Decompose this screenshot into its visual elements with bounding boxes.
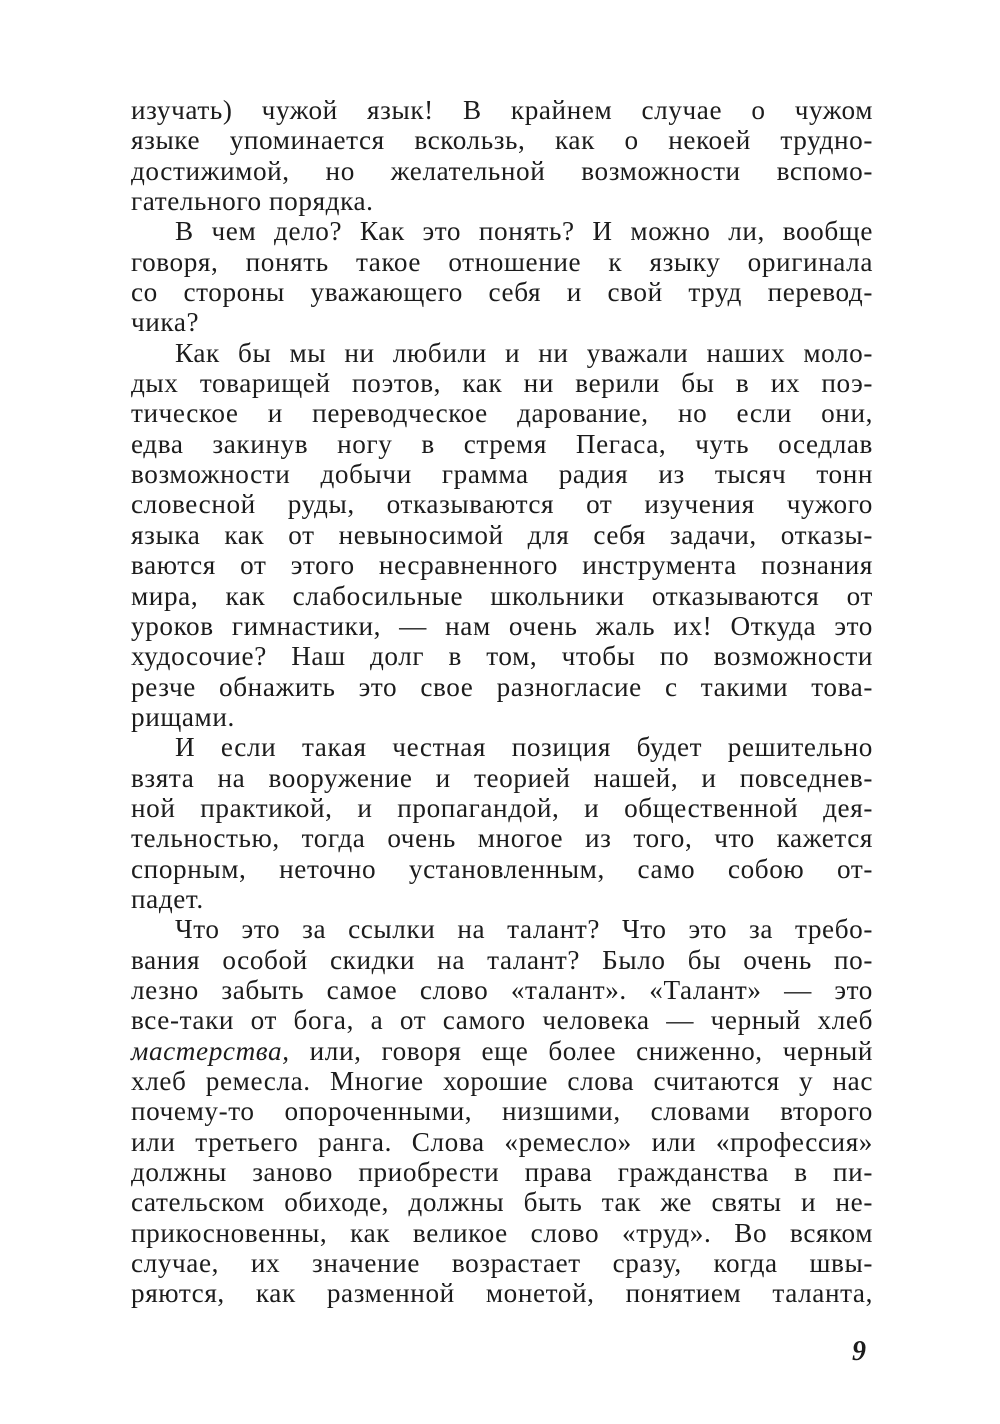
paragraph (131, 338, 873, 732)
text-line: достижимой, но желательной возможности вспомо- (131, 155, 873, 186)
text-line: спорным, неточно установленным, само собою от- (131, 853, 873, 884)
text-line: уроков гимнастики, — нам очень жаль их! Откуда это (131, 610, 873, 641)
page-number: 9 (852, 1336, 866, 1367)
text-line: В чем дело? Как это понять? И можно ли, вообще (175, 216, 873, 247)
text-line: изучать) чужой язык! В крайнем случае о чужом (131, 95, 873, 125)
text-line: прикосновенны, как великое слово «труд». Во всяком (131, 1217, 873, 1248)
text-line: И если такая честная позиция будет решительно (175, 732, 873, 763)
text-line: или третьего ранга. Слова «ремесло» или «профессия» (131, 1126, 873, 1157)
text-line: едва закинув ногу в стремя Пегаса, чуть оседлав (131, 428, 873, 459)
paragraph (131, 95, 873, 216)
text-line: рищами. (131, 701, 235, 732)
text-line: ряются, как разменной монетой, понятием таланта, (131, 1278, 873, 1309)
text-line: падет. (131, 883, 204, 914)
text-line: языке упоминается вскользь, как о некоей трудно- (131, 125, 873, 156)
text-line: хлеб ремесла. Многие хорошие слова считаются у нас (131, 1066, 873, 1096)
text-line: тельностью, тогда очень многое из того, что кажется (131, 823, 873, 854)
text-line: гательного порядка. (131, 186, 374, 217)
page-body-text (131, 95, 873, 1309)
text-line: Как бы мы ни любили и ни уважали наших моло- (175, 337, 873, 368)
text-line: возможности добычи грамма радия из тысяч тонн (131, 459, 873, 490)
text-line: словесной руды, отказываются от изучения чужого (131, 489, 873, 520)
text-line: говоря, понять такое отношение к языку оригинала (131, 246, 873, 277)
text-line: все-таки от бога, а от самого человека — черный хлеб (131, 1005, 873, 1036)
text-line: резче обнажить это свое разногласие с такими това- (131, 671, 873, 702)
text-line: языка как от невыносимой для себя задачи, отказы- (131, 519, 873, 550)
paragraph (131, 732, 873, 914)
text-line: ваются от этого несравненного инструмента познания (131, 550, 873, 581)
text-line: сательском обиходе, должны быть так же святы и не- (131, 1187, 873, 1218)
paragraph (131, 216, 873, 337)
text-line: мира, как слабосильные школьники отказываются от (131, 580, 873, 611)
text-line: мастерства, или, говоря еще более сниженно, черный (131, 1035, 873, 1066)
text-line: чика? (131, 307, 200, 338)
text-line: вания особой скидки на талант? Было бы очень по- (131, 944, 873, 975)
text-line: Что это за ссылки на талант? Что это за требо- (175, 914, 873, 945)
text-line: худосочие? Наш долг в том, чтобы по возможности (131, 641, 873, 672)
text-line: должны заново приобрести права гражданства в пи- (131, 1157, 873, 1188)
text-line: лезно забыть самое слово «талант». «Талант» — это (131, 974, 873, 1005)
text-line: ной практикой, и пропагандой, и общественной дея- (131, 792, 873, 823)
text-line: взята на вооружение и теорией нашей, и повседнев- (131, 762, 873, 793)
text-line: почему-то опороченными, низшими, словами второго (131, 1096, 873, 1127)
text-line: со стороны уважающего себя и свой труд перевод- (131, 277, 873, 308)
text-line: дых товарищей поэтов, как ни верили бы в их поэ- (131, 368, 873, 399)
text-line: случае, их значение возрастает сразу, когда швы- (131, 1248, 873, 1279)
text-line: тическое и переводческое дарование, но если они, (131, 398, 873, 429)
paragraph (131, 914, 873, 1308)
italic-word: мастерства, (131, 1035, 290, 1066)
